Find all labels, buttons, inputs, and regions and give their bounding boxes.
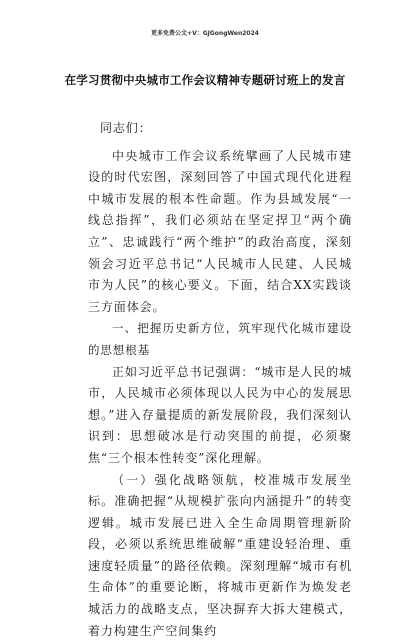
salutation: 同志们： — [88, 118, 352, 140]
document-body — [88, 118, 352, 642]
paragraph-quote: 正如习近平总书记强调：“城市是人民的城市，人民城市必须体现以人民为中心的发展思想。”进入存量提质的新发展阶段，我们深刻认识到：思想破冰是行动突围的前提，必须聚焦“三个根本性转变”深化理解。 — [88, 362, 352, 470]
paragraph-subsection-1: （一）强化战略领航，校准城市发展坐标。准确把握“从规模扩张向内涵提升”的转变逻辑。城市发展已进入全生命周期管理新阶段，必须以系统思维破解“重建设轻治理、重速度轻质量”的路径依赖。深刻理解“城市有机生命体”的重要论断，将城市更新作为焕发老城活力的战略支点，坚决摒弃大拆大建模式，着力构建生产空间集约 — [88, 470, 352, 642]
paragraph-intro: 中央城市工作会议系统擘画了人民城市建设的时代宏图，深刻回答了中国式现代化进程中城市发展的根本性命题。作为县域发展“一线总指挥”，我们必须站在坚定捍卫“两个确立”、忠诚践行“两个维护”的政治高度，深刻领会习近平总书记“人民城市人民建、人民城市为人民”的核心要义。下面，结合XX实践谈三方面体会。 — [88, 146, 352, 319]
top-note: 更多免费公文+V：GJGongWen2024 — [0, 28, 410, 37]
document-title: 在学习贯彻中央城市工作会议精神专题研讨班上的发言 — [40, 72, 370, 88]
section-heading-1: 一、把握历史新方位，筑牢现代化城市建设的思想根基 — [88, 318, 352, 361]
